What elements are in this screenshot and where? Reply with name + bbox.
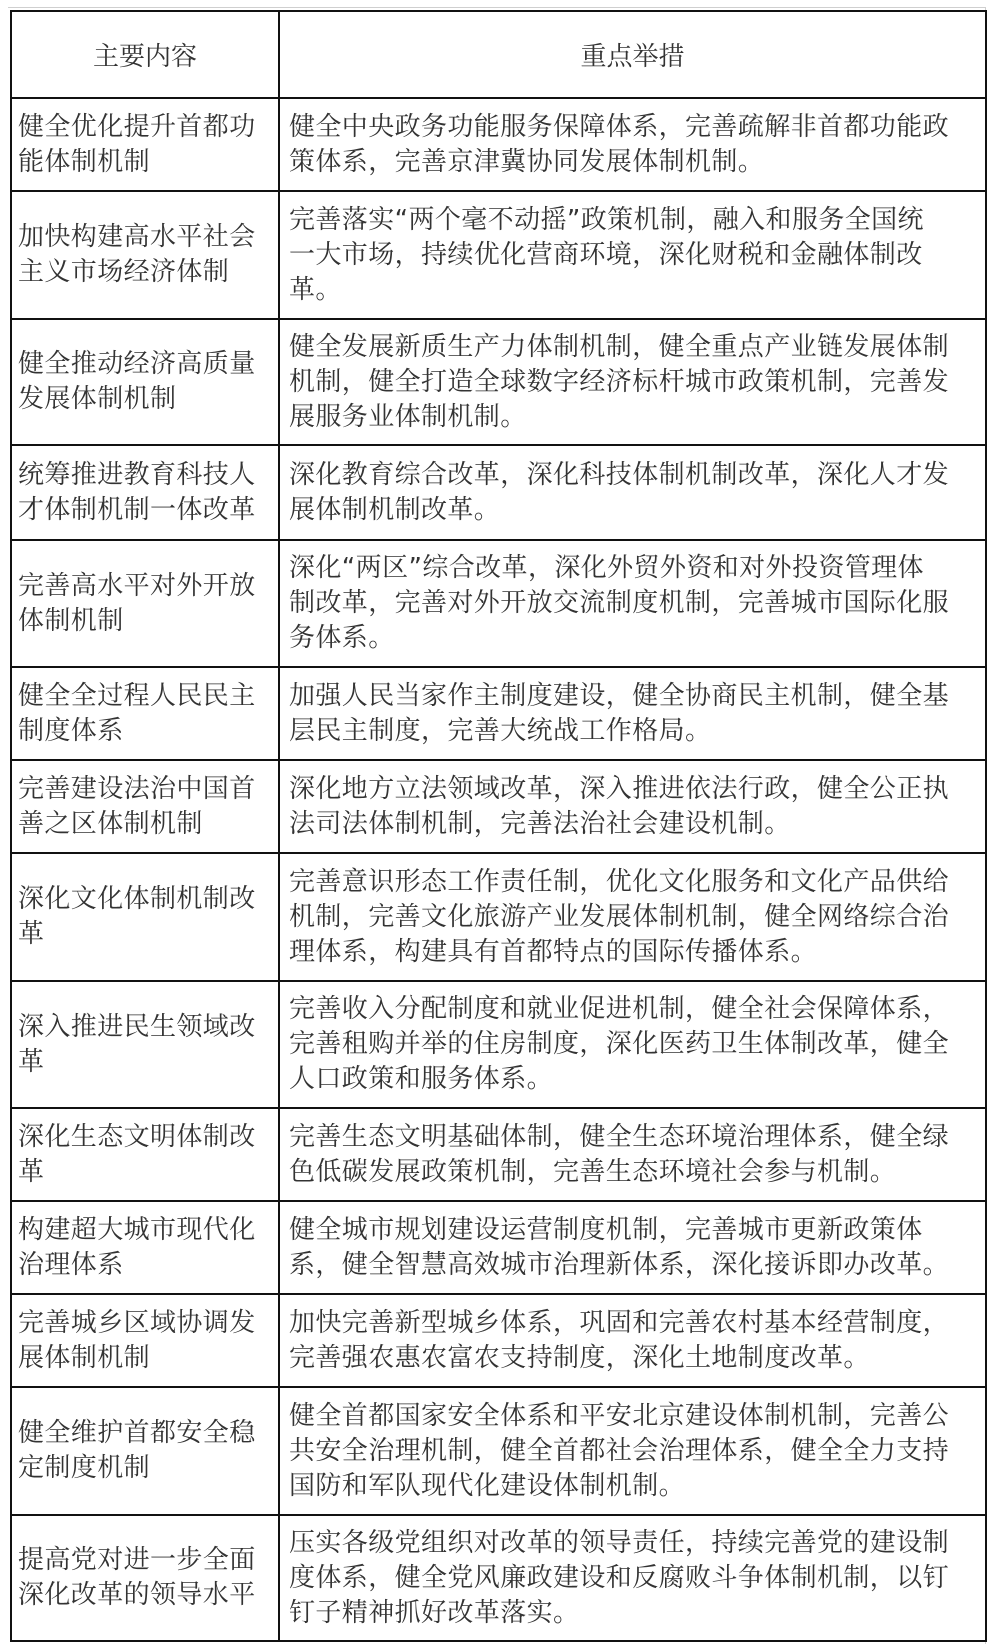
key-measures-line: 共安全治理机制，健全首都社会治理体系，健全全力支持 [289,1435,950,1466]
main-content-cell [11,445,279,540]
main-content-cell [11,1294,279,1387]
key-measures-line: 制改革，完善对外开放交流制度机制，完善城市国际化服 [289,588,950,618]
main-content-cell [11,1515,279,1641]
header-key-measures: 重点举措 [279,11,986,98]
table-row [11,1515,986,1641]
key-measures-line: 层民主制度，完善大统战工作格局。 [289,715,712,746]
main-content-line: 健全维护首都安全稳 [18,1418,256,1448]
header-main-content: 主要内容 [11,11,279,98]
key-measures-line: 深化“两区”综合改革，深化外贸外资和对外投资管理体 [289,553,924,583]
key-measures-line: 理体系，构建具有首都特点的国际传播体系。 [289,936,818,967]
main-content-line: 健全推动经济高质量 [18,349,256,379]
key-measures-line: 系，健全智慧高效城市治理新体系，深化接诉即办改革。 [289,1249,950,1280]
main-content-line: 发展体制机制 [18,384,177,414]
key-measures-line: 完善租购并举的住房制度，深化医药卫生体制改革，健全 [289,1029,950,1059]
table-row [11,1201,986,1294]
table-row [11,540,986,667]
key-measures-line: 深化地方立法领域改革，深入推进依法行政，健全公正执 [289,773,950,804]
key-measures-cell [279,981,986,1108]
main-content-line: 完善建设法治中国首 [18,773,256,804]
table-row [11,445,986,540]
table-header-row [11,11,986,98]
key-measures-line: 健全首都国家安全体系和平安北京建设体制机制，完善公 [289,1400,950,1431]
main-content-line: 善之区体制机制 [18,808,203,839]
main-content-line: 深化文化体制机制改 [18,884,256,914]
main-content-line: 提高党对进一步全面 [18,1545,256,1575]
key-measures-line: 展体制机制改革。 [289,494,501,525]
key-measures-cell [279,319,986,445]
key-measures-line: 机制，完善文化旅游产业发展体制机制，健全网络综合治 [289,901,950,932]
table-row [11,98,986,191]
main-content-cell [11,1108,279,1201]
key-measures-line: 策体系，完善京津冀协同发展体制机制。 [289,146,765,177]
table-row [11,760,986,853]
key-measures-line: 完善强农惠农富农支持制度，深化土地制度改革。 [289,1342,870,1373]
key-measures-line: 健全城市规划建设运营制度机制，完善城市更新政策体 [289,1214,923,1245]
table-row [11,981,986,1108]
key-measures-cell [279,853,986,981]
main-content-line: 健全全过程人民民主 [18,680,256,711]
key-measures-cell [279,667,986,760]
key-measures-line: 完善收入分配制度和就业促进机制，健全社会保障体系， [289,994,950,1024]
main-content-cell [11,1201,279,1294]
main-content-line: 革 [18,919,45,949]
main-content-line: 健全优化提升首都功 [18,111,256,142]
main-content-line: 才体制机制一体改革 [18,494,256,525]
main-content-line: 加快构建高水平社会 [18,222,256,252]
key-measures-cell [279,1201,986,1294]
key-measures-cell [279,445,986,540]
key-measures-cell [279,98,986,191]
key-measures-line: 加强人民当家作主制度建设，健全协商民主机制，健全基 [289,680,950,711]
main-content-line: 制度体系 [18,715,124,746]
table-row [11,1108,986,1201]
main-content-line: 主义市场经济体制 [18,257,230,287]
key-measures-cell [279,540,986,667]
key-measures-line: 健全中央政务功能服务保障体系，完善疏解非首都功能政 [289,111,950,142]
main-content-cell [11,191,279,319]
main-content-line: 能体制机制 [18,146,151,177]
key-measures-line: 机制，健全打造全球数字经济标杆城市政策机制，完善发 [289,366,950,397]
main-content-line: 统筹推进教育科技人 [18,459,256,490]
table-row [11,667,986,760]
key-measures-line: 色低碳发展政策机制，完善生态环境社会参与机制。 [289,1156,897,1187]
main-content-cell [11,540,279,667]
table-row [11,191,986,319]
main-content-line: 革 [18,1046,45,1077]
main-content-line: 深化生态文明体制改 [18,1121,256,1152]
key-measures-cell [279,760,986,853]
key-measures-line: 一大市场，持续优化营商环境，深化财税和金融体制改 [289,239,923,270]
main-content-cell [11,319,279,445]
key-measures-line: 展服务业体制机制。 [289,401,527,432]
main-content-line: 完善城乡区域协调发 [18,1307,256,1338]
table-row [11,853,986,981]
main-content-line: 体制机制 [18,605,124,636]
table-row [11,1294,986,1387]
main-content-line: 深入推进民生领域改 [18,1011,256,1042]
table-row [11,1387,986,1515]
key-measures-line: 深化教育综合改革，深化科技体制机制改革，深化人才发 [289,459,950,490]
main-content-line: 构建超大城市现代化 [18,1214,256,1245]
key-measures-cell [279,1387,986,1515]
main-content-line: 治理体系 [18,1249,124,1280]
main-content-cell [11,760,279,853]
key-measures-line: 人口政策和服务体系。 [289,1064,554,1094]
main-content-line: 深化改革的领导水平 [18,1580,256,1610]
key-measures-line: 国防和军队现代化建设体制机制。 [289,1470,686,1501]
key-measures-line: 法司法体制机制，完善法治社会建设机制。 [289,808,791,839]
key-measures-cell [279,1108,986,1201]
reform-measures-table [10,10,987,1642]
main-content-cell [11,981,279,1108]
key-measures-line: 加快完善新型城乡体系，巩固和完善农村基本经营制度， [289,1307,950,1338]
key-measures-line: 钉子精神抓好改革落实。 [289,1597,580,1628]
main-content-line: 革 [18,1156,45,1187]
key-measures-line: 完善生态文明基础体制，健全生态环境治理体系，健全绿 [289,1121,950,1152]
main-content-cell [11,853,279,981]
main-content-cell [11,667,279,760]
main-content-line: 定制度机制 [18,1453,151,1483]
main-content-cell [11,98,279,191]
key-measures-cell [279,1294,986,1387]
key-measures-line: 务体系。 [289,623,395,653]
table-row [11,319,986,445]
main-content-line: 展体制机制 [18,1342,151,1373]
key-measures-cell [279,191,986,319]
key-measures-line: 健全发展新质生产力体制机制，健全重点产业链发展体制 [289,331,950,362]
key-measures-line: 完善落实“两个毫不动摇”政策机制，融入和服务全国统 [289,204,924,235]
key-measures-line: 完善意识形态工作责任制，优化文化服务和文化产品供给 [289,866,950,897]
key-measures-line: 度体系，健全党风廉政建设和反腐败斗争体制机制，以钉 [289,1562,950,1593]
key-measures-line: 革。 [289,274,342,305]
key-measures-cell [279,1515,986,1641]
main-content-cell [11,1387,279,1515]
key-measures-line: 压实各级党组织对改革的领导责任，持续完善党的建设制 [289,1527,950,1558]
main-content-line: 完善高水平对外开放 [18,570,256,601]
